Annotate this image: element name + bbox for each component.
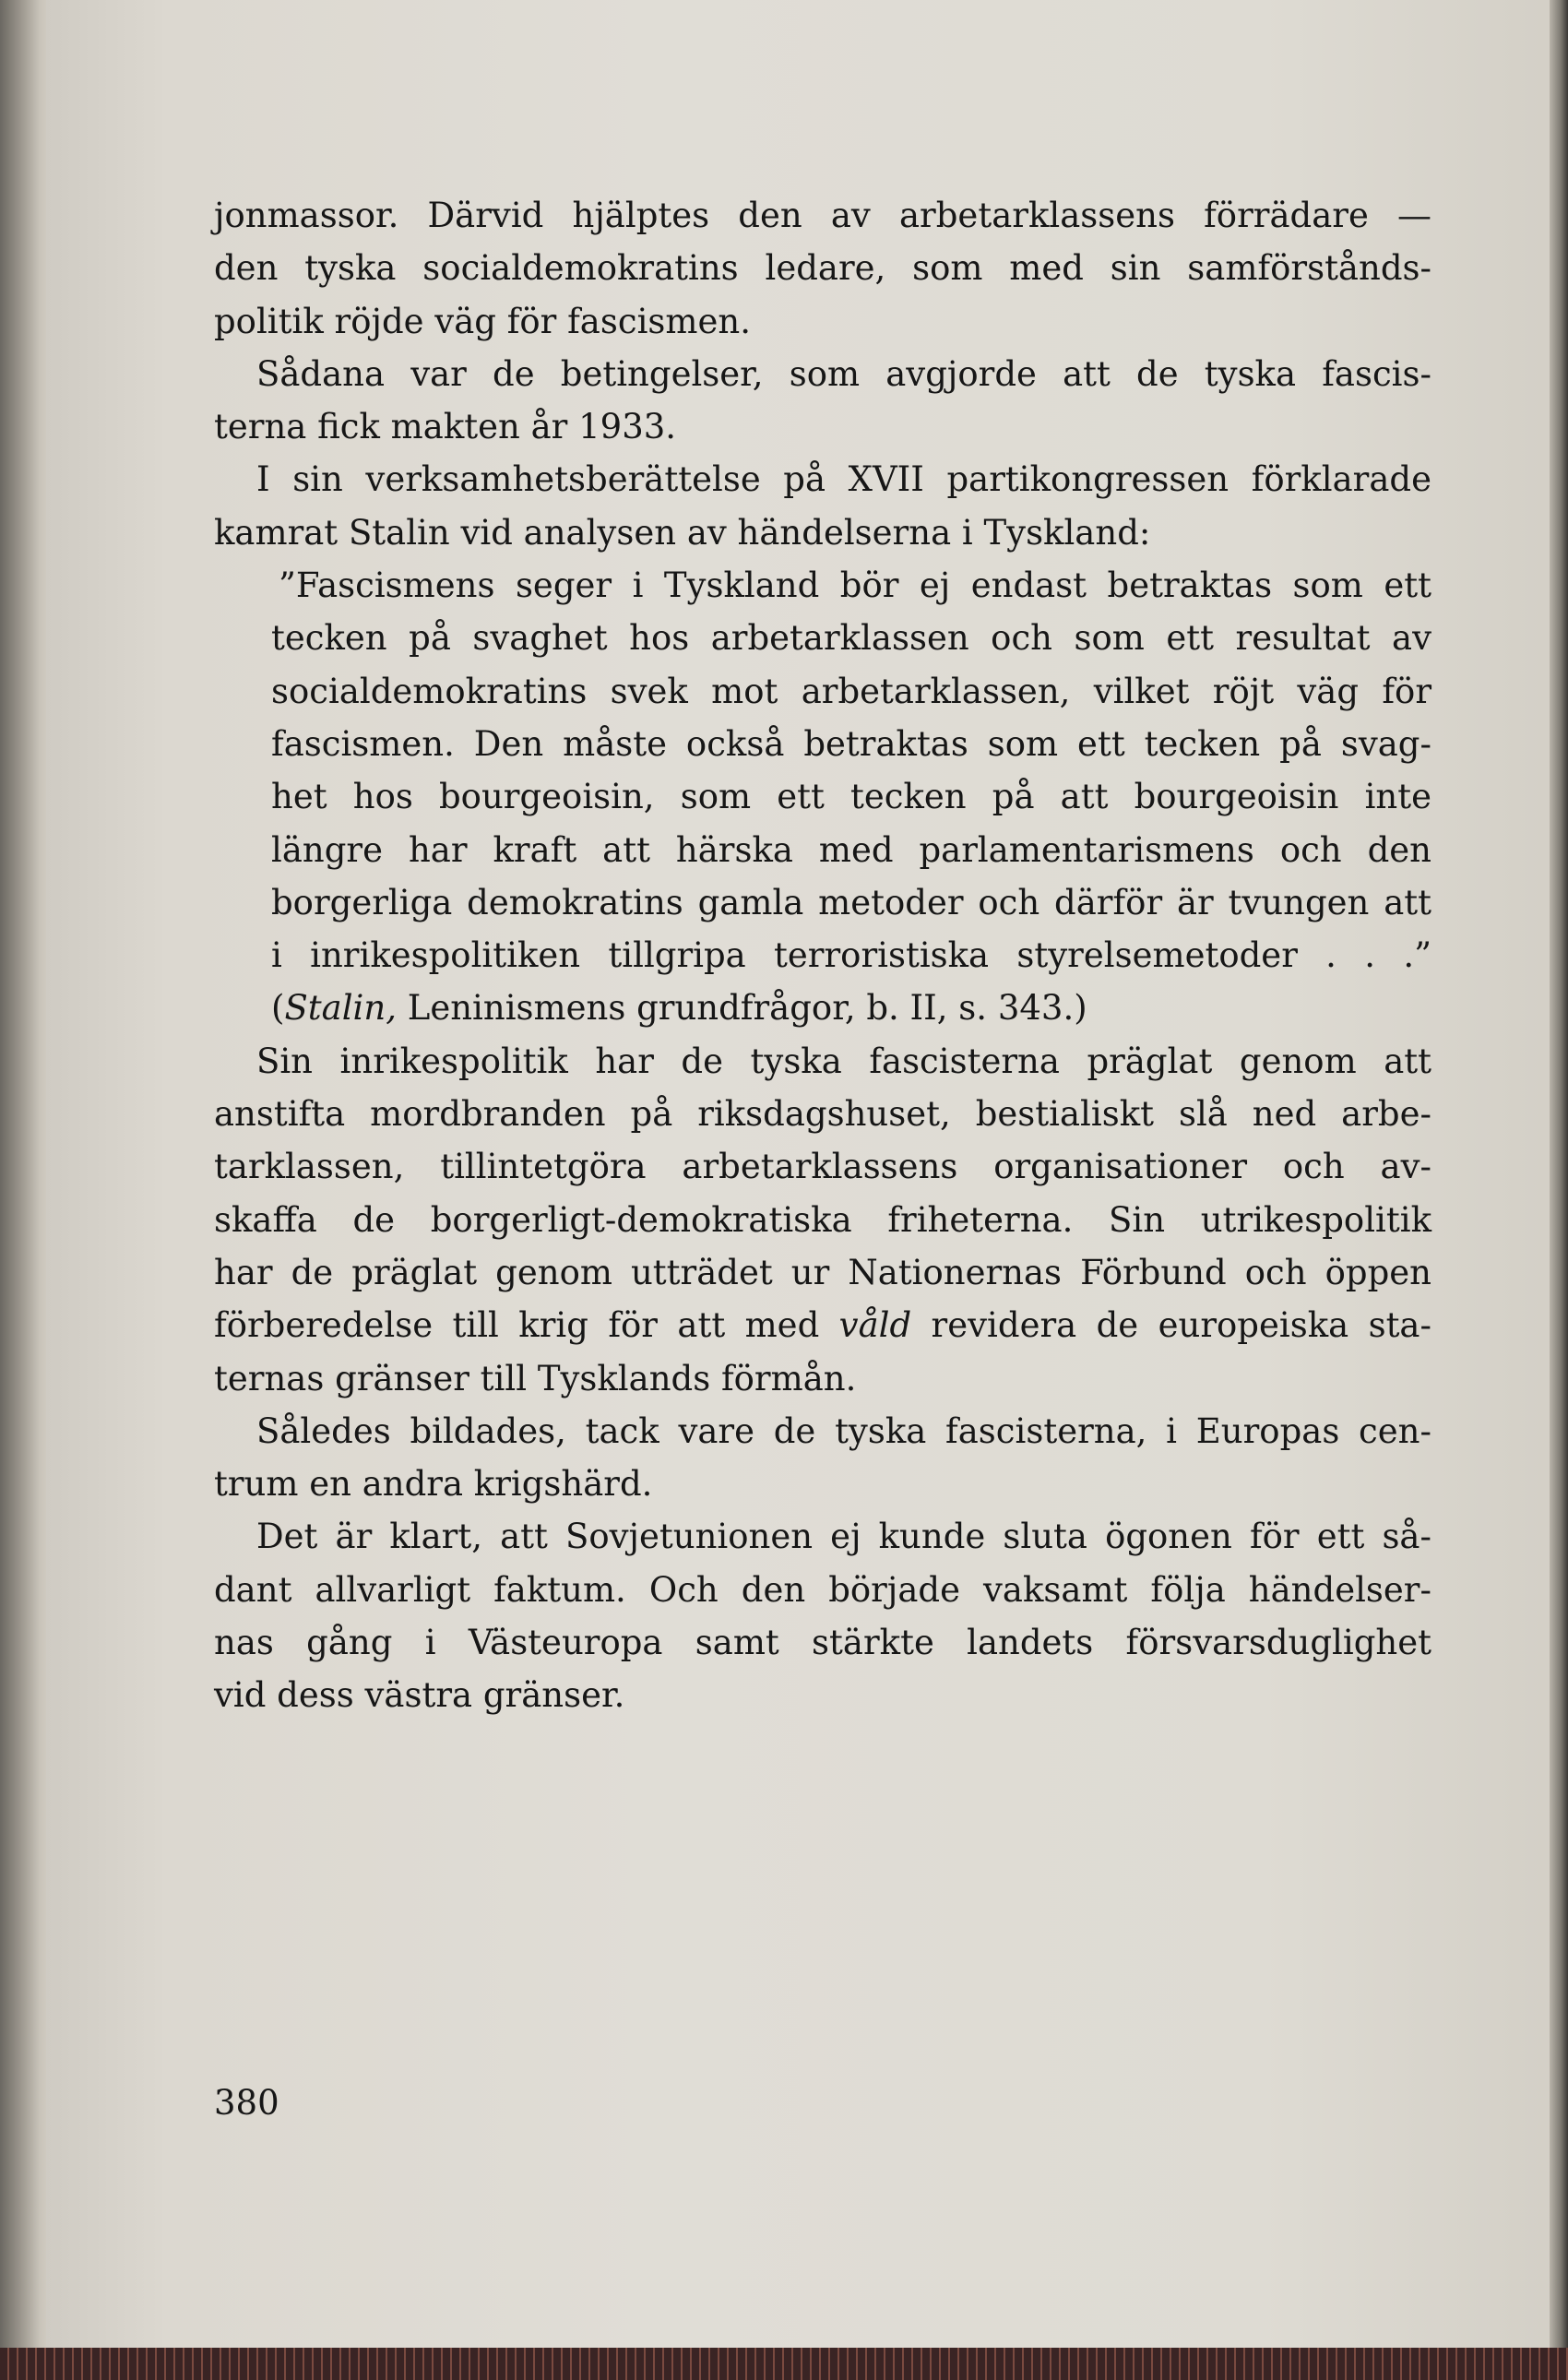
quote-line: socialdemokratins svek mot arbetarklassen, vilket röjt väg för	[271, 671, 1431, 711]
stalin-quote	[214, 559, 1431, 1035]
quote-line: het hos bourgeoisin, som ett tecken på att bourgeoisin inte	[271, 777, 1431, 817]
paragraph-1	[214, 189, 1431, 348]
text-line: har de präglat genom utträdet ur Nationernas Förbund och öppen	[214, 1252, 1431, 1292]
body-text	[214, 189, 1431, 1722]
quote-line: borgerliga demokratins gamla metoder och därför är tvungen att	[271, 882, 1431, 922]
text-line: tarklassen, tillintetgöra arbetarklassens organisationer och av-	[214, 1147, 1431, 1187]
text-line: Således bildades, tack vare de tyska fascisterna, i Europas cen-	[256, 1410, 1431, 1451]
text-line: I sin verksamhetsberättelse på XVII partikongressen förklarade	[256, 459, 1431, 500]
text-line: Sin inrikespolitik har de tyska fascisterna präglat genom att	[256, 1041, 1431, 1081]
text-line: den tyska socialdemokratins ledare, som med sin samförstånds-	[214, 248, 1431, 289]
text-line: kamrat Stalin vid analysen av händelserna i Tyskland:	[214, 512, 1151, 553]
text-line: politik röjde väg för fascismen.	[214, 301, 751, 341]
text-line: trum en andra krigshärd.	[214, 1464, 653, 1505]
page-number: 380	[214, 2083, 279, 2123]
quote-line: ”Fascismens seger i Tyskland bör ej endast betraktas som ett	[279, 565, 1431, 606]
text-line: nas gång i Västeuropa samt stärkte landets försvarsduglighet	[214, 1623, 1431, 1663]
text-line: Det är klart, att Sovjetunionen ej kunde sluta ögonen för ett så-	[256, 1517, 1431, 1557]
text-line: anstifta mordbranden på riksdagshuset, bestialiskt slå ned arbe-	[214, 1094, 1431, 1135]
text-line: skaffa de borgerligt-demokratiska friheterna. Sin utrikespolitik	[214, 1199, 1431, 1240]
text-line: vid dess västra gränser.	[214, 1675, 625, 1716]
text-line: terna fick makten år 1933.	[214, 407, 677, 447]
quote-line: längre har kraft att härska med parlamentarismens och den	[271, 829, 1431, 870]
quote-line: tecken på svaghet hos arbetarklassen och som ett resultat av	[271, 618, 1431, 659]
text-line: dant allvarligt faktum. Och den började vaksamt följa händelser-	[214, 1569, 1431, 1610]
text-line: Sådana var de betingelser, som avgjorde att de tyska fascis-	[256, 353, 1431, 394]
paragraph-2	[214, 348, 1431, 454]
paragraph-4	[214, 1035, 1431, 1405]
page-stack-edge	[1550, 0, 1568, 2348]
emphasis-vald: våld	[838, 1305, 912, 1346]
paragraph-3	[214, 453, 1431, 559]
quote-line: fascismen. Den måste också betraktas som ett tecken på svag-	[271, 723, 1431, 764]
paragraph-6	[214, 1510, 1431, 1721]
table-surface	[0, 2348, 1568, 2380]
text-line: förberedelse till krig för att med våld revidera de europeiska sta-	[214, 1305, 1431, 1346]
citation: (Stalin, Leninismens grundfrågor, b. II, s. 343.)	[271, 988, 1087, 1029]
text-line: jonmassor. Därvid hjälptes den av arbetarklassens förrädare —	[214, 196, 1431, 235]
paragraph-5	[214, 1405, 1431, 1511]
quote-line: i inrikespolitiken tillgripa terroristiska styrelsemetoder . . .”	[271, 935, 1431, 976]
citation-author: Stalin,	[284, 988, 397, 1029]
text-line: ternas gränser till Tysklands förmån.	[214, 1358, 857, 1398]
